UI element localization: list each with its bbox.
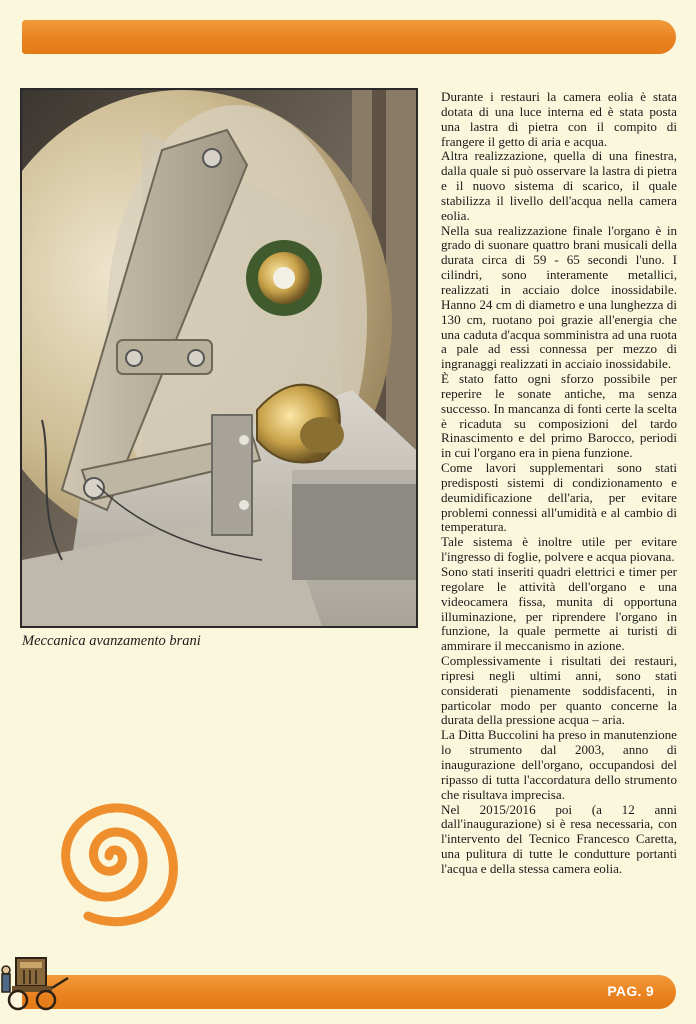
article-paragraph: La Ditta Buccolini ha preso in manutenzione lo strumento dal 2003, anno di inaugurazione dell'organo, occupandosi del ripasso di tutta l'accordatura dello strumento che risultava imprecisa.: [441, 727, 677, 802]
mechanism-illustration: [22, 90, 416, 626]
article-paragraph: Sono stati inseriti quadri elettrici e timer per regolare le attività dell'organo e una videocamera fissa, munita di opportuna illuminazione, per riprendere l'organo in funzione, la quale permette ai turisti di ammirare il meccanismo in azione.: [441, 564, 677, 654]
article-paragraph: Come lavori supplementari sono stati predisposti sistemi di condizionamento e deumidificazione dell'aria, per evitare problemi connessi all'umidità e al cambio di temperatura.: [441, 460, 677, 535]
article-paragraph: Nella sua realizzazione finale l'organo è in grado di suonare quattro brani musicali della durata circa di 59 - 65 secondi l'uno. I cilindri, sono interamente metallici, realizzati in acciaio dolce inossidabile. Hanno 24 cm di diametro e una lunghezza di 130 cm, ruotano poi grazie all'energia che una caduta d'acqua somministra ad una ruota a pale ad essi connessa per mezzo di ingranaggi realizzati in acciaio inossidabile.: [441, 222, 677, 372]
article-text: [441, 90, 677, 877]
handcart-organ-icon: [0, 950, 72, 1017]
header-band: [22, 20, 676, 54]
footer-band: [22, 975, 676, 1009]
article-paragraph: Complessivamente i risultati dei restauri, ripresi negli ultimi anni, sono stati considerati pienamente soddisfacenti, in particolar modo per quanto concerne la durata della pressione acqua – aria.: [441, 653, 677, 728]
article-paragraph: È stato fatto ogni sforzo possibile per reperire le sonate antiche, ma senza successo. In mancanza di fonti certe la scelta è ricaduta su composizioni del tardo Rinascimento e del primo Barocco, periodi in cui l'organo era in piena funzione.: [441, 371, 677, 461]
spiral-icon: [34, 770, 184, 935]
article-paragraph: Tale sistema è inoltre utile per evitare l'ingresso di foglie, polvere e acqua piovana.: [441, 534, 677, 565]
figure-caption: Meccanica avanzamento brani: [22, 633, 201, 649]
article-paragraph: Altra realizzazione, quella di una finestra, dalla quale si può osservare la lastra di pietra e il nuovo sistema di scarico, il quale stabilizza il livello dell'acqua nella camera eolia.: [441, 148, 677, 223]
page-number: PAG. 9: [607, 983, 654, 999]
article-paragraph: Nel 2015/2016 poi (a 12 anni dall'inaugurazione) si è resa necessaria, con l'intervento del Tecnico Francesco Caretta, una pulitura di tutte le condutture portanti l'acqua e della stessa camera eolia.: [441, 801, 677, 876]
mechanism-photo: [20, 88, 418, 628]
article-paragraph: Durante i restauri la camera eolia è stata dotata di una luce interna ed è stata posta una lastra di pietra con il compito di frangere il getto di aria e acqua.: [441, 89, 677, 149]
